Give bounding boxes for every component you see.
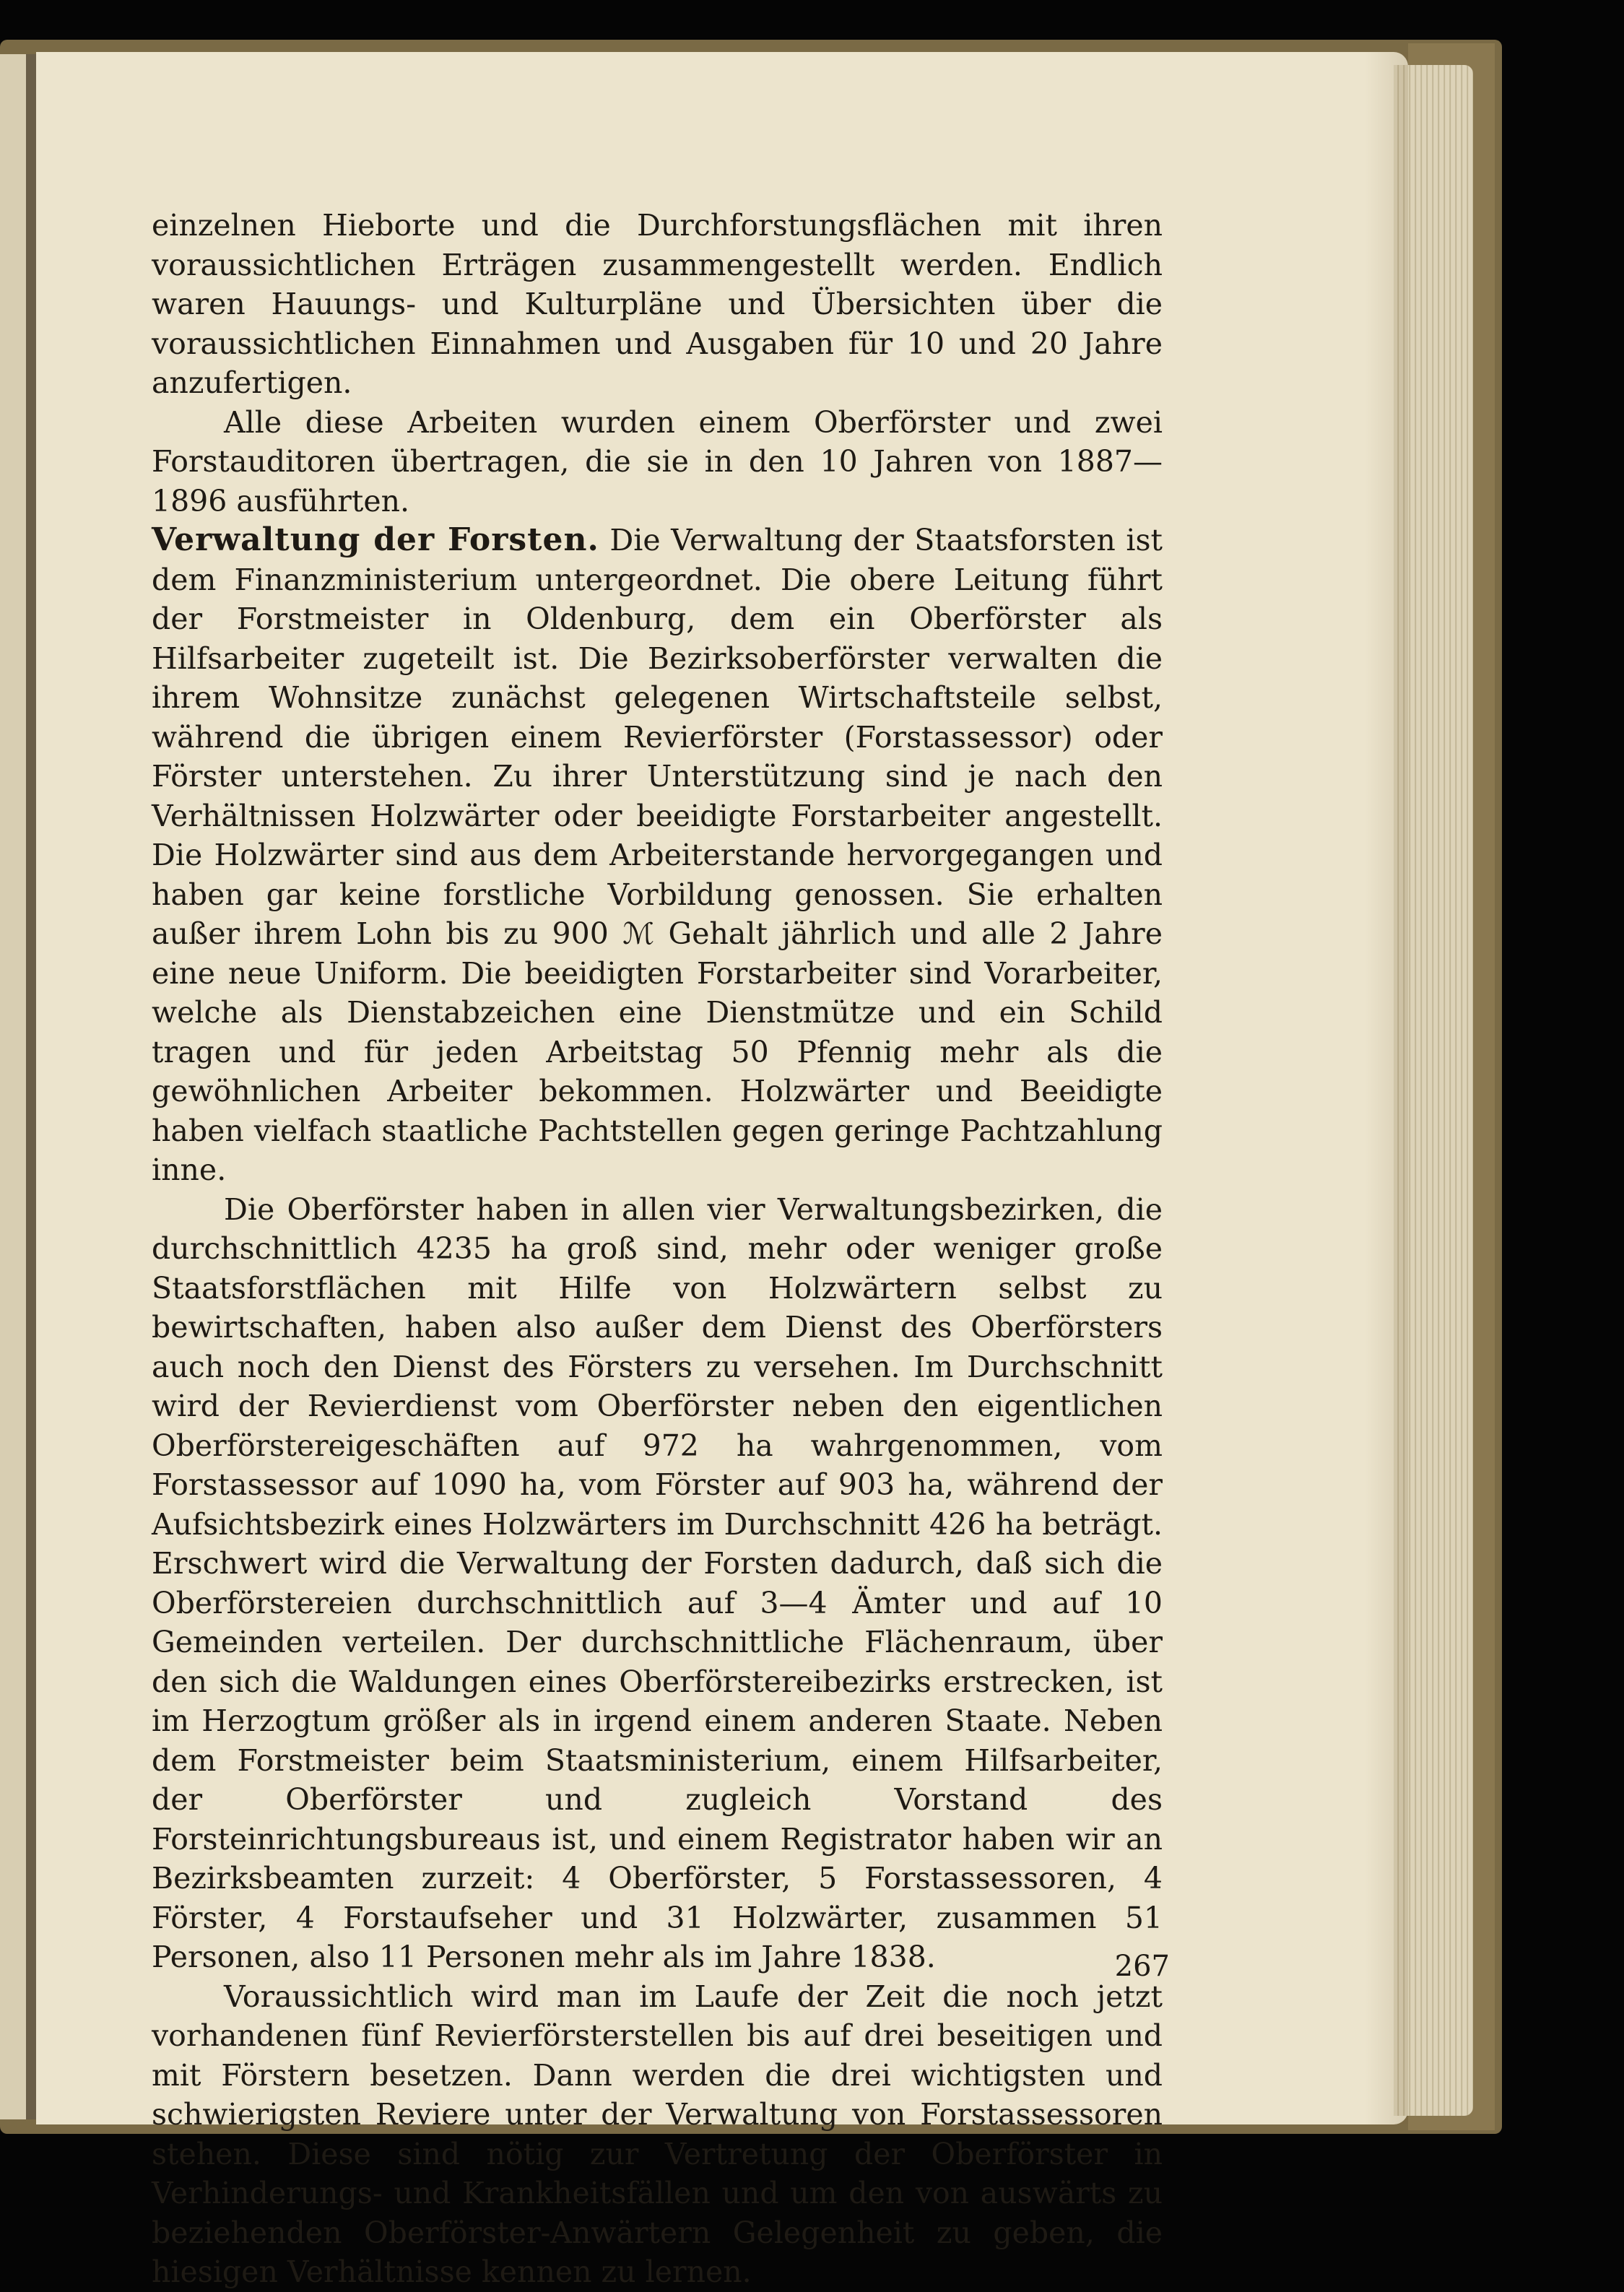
paragraph-3-text: Die Verwaltung der Staatsforsten ist dem Finanzministerium untergeordnet. Die obere Leitung führt der Forstmeister in Oldenburg, dem ein Oberförster als Hilfsarbeiter zugeteilt ist. Die Bezirksoberförster verwalten die ihrem Wohnsitze zunächst gelegenen Wirtschaftsteile selbst, während die übrigen einem Revierförster (Forstassessor) oder Förster unterstehen. Zu ihrer Unterstützung sind je nach den Verhältnissen Holzwärter oder beeidigte Forstarbeiter angestellt. Die Holzwärter sind aus dem Arbeiterstande hervorgegangen und haben gar keine forstliche Vorbildung genossen. Sie erhalten außer ihrem Lohn bis zu 900 ℳ Gehalt jährlich und alle 2 Jahre eine neue Uniform. Die beeidigten Forstarbeiter sind Vorarbeiter, welche als Dienstabzeichen eine Dienstmütze und ein Schild tragen und für jeden Arbeitstag 50 Pfennig mehr als die gewöhnlichen Arbeiter bekommen. Holzwärter und Beeidigte haben vielfach staatliche Pachtstellen gegen geringe Pachtzahlung inne. xyxy=(152,523,1163,1187)
previous-page-edge xyxy=(0,54,29,2119)
book-gutter xyxy=(26,54,36,2119)
paragraph-5-text: Voraussichtlich wird man im Laufe der Zeit die noch jetzt vorhandenen fünf Revierförsterstellen bis auf drei beseitigen und mit Förstern besetzen. Dann werden die drei wichtigsten und schwierigsten Reviere unter der Verwaltung von Forstassessoren stehen. Diese sind nötig zur Vertretung der Oberförster in Verhinderungs- und Krankheitsfällen und um den von auswärts zu beziehenden Oberförster-Anwärtern Gelegenheit zu geben, die hiesigen Verhältnisse kennen zu lernen. xyxy=(152,1979,1163,2289)
paragraph-4 xyxy=(152,1190,1163,1977)
paragraph-4-text: Die Oberförster haben in allen vier Verwaltungsbezirken, die durchschnittlich 4235 ha groß sind, mehr oder weniger große Staatsforstflächen mit Hilfe von Holzwärtern selbst zu bewirtschaften, haben also außer dem Dienst des Oberförsters auch noch den Dienst des Försters zu versehen. Im Durchschnitt wird der Revierdienst vom Oberförster neben den eigentlichen Oberförstereigeschäften auf 972 ha wahrgenommen, vom Forstassessor auf 1090 ha, vom Förster auf 903 ha, während der Aufsichtsbezirk eines Holzwärters im Durchschnitt 426 ha beträgt. Erschwert wird die Verwaltung der Forsten dadurch, daß sich die Oberförstereien durchschnittlich auf 3—4 Ämter und auf 10 Gemeinden verteilen. Der durchschnittliche Flächenraum, über den sich die Waldungen eines Oberförstereibezirks erstrecken, ist im Herzogtum größer als in irgend einem anderen Staate. Neben dem Forstmeister beim Staatsministerium, einem Hilfsarbeiter, der Oberförster und zugleich Vorstand des Forsteinrichtungsbureaus ist, und einem Registrator haben wir an Bezirksbeamten zurzeit: 4 Oberförster, 5 Forstassessoren, 4 Förster, 4 Forstaufseher und 31 Holzwärter, zusammen 51 Personen, also 11 Personen mehr als im Jahre 1838. xyxy=(152,1191,1163,1974)
page-number: 267 xyxy=(1114,1950,1170,1983)
section-heading: Verwaltung der Forsten. xyxy=(152,521,599,558)
paragraph-1 xyxy=(152,206,1163,403)
paragraph-5 xyxy=(152,1977,1163,2292)
paragraph-2 xyxy=(152,403,1163,521)
paragraph-2-text: Alle diese Arbeiten wurden einem Oberförster und zwei Forstauditoren übertragen, die sie in den 10 Jahren von 1887—1896 ausführten. xyxy=(152,404,1163,518)
paragraph-1-text: einzelnen Hieborte und die Durchforstungsflächen mit ihren voraussichtlichen Erträgen zusammengestellt werden. Endlich waren Hauungs- und Kulturpläne und Übersichten über die voraussichtlichen Einnahmen und Ausgaben für 10 und 20 Jahre anzufertigen. xyxy=(152,208,1163,400)
body-text xyxy=(152,206,1163,2292)
paragraph-3 xyxy=(152,521,1163,1190)
page-shadow xyxy=(1365,52,1408,2124)
